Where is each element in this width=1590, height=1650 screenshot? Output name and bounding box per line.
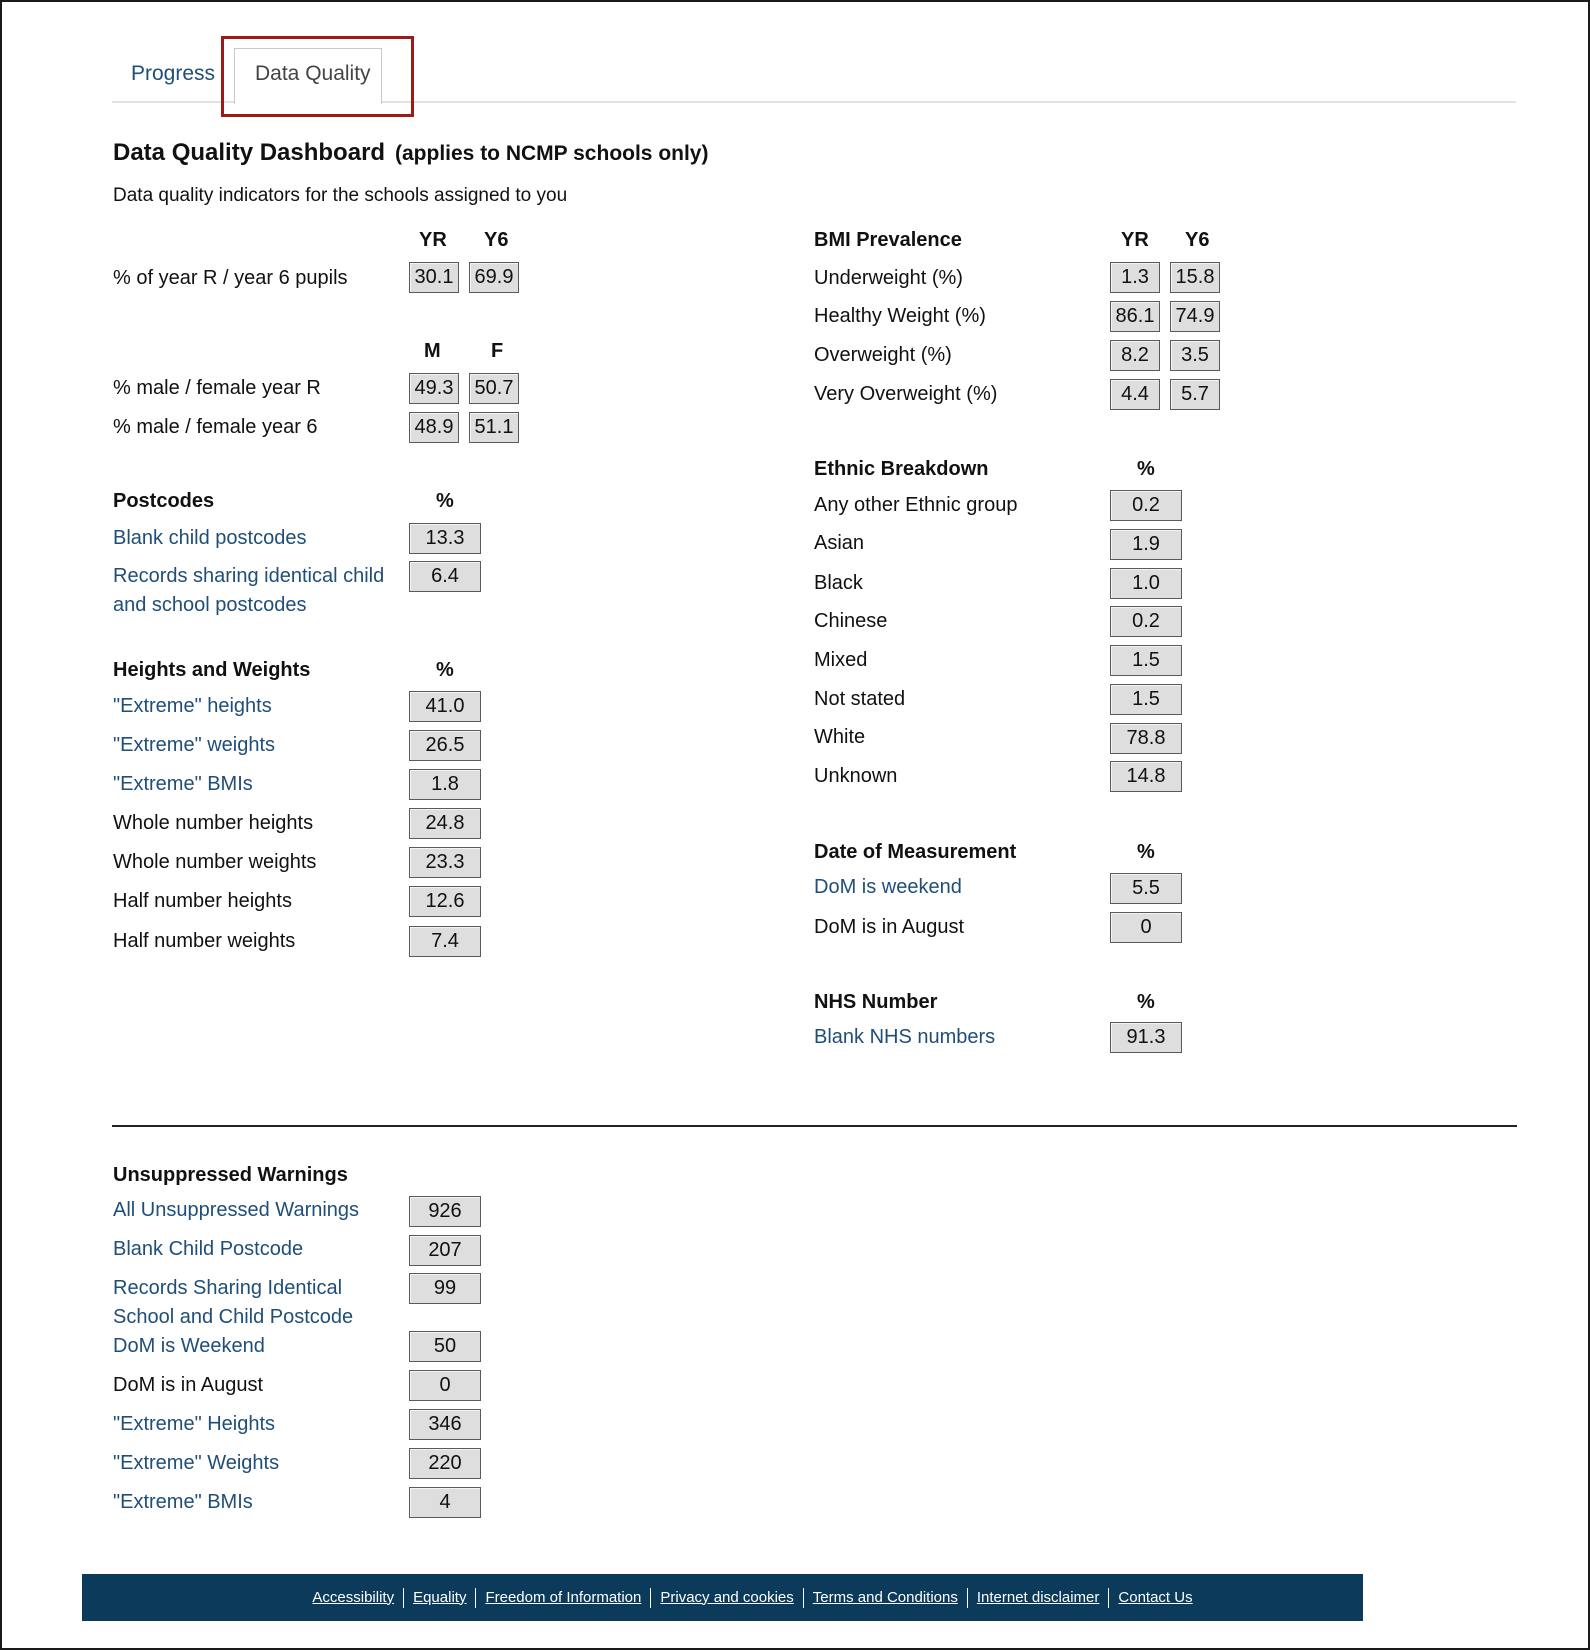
footer-link-accessibility[interactable]: Accessibility bbox=[312, 1588, 395, 1606]
extreme-weights-value: 26.5 bbox=[409, 730, 481, 761]
bmi-underweight-label: Underweight (%) bbox=[814, 267, 963, 289]
gender-yr-m-value: 49.3 bbox=[409, 373, 459, 404]
half-number-weights-value: 7.4 bbox=[409, 926, 481, 957]
ethnic-row-label: Mixed bbox=[814, 649, 868, 671]
half-number-weights-label: Half number weights bbox=[113, 930, 296, 952]
dom-august-label: DoM is in August bbox=[814, 916, 965, 938]
bmi-very-overweight-yr-value: 4.4 bbox=[1110, 379, 1160, 410]
col-header-f: F bbox=[491, 340, 504, 362]
bmi-overweight-label: Overweight (%) bbox=[814, 344, 952, 366]
bmi-healthy-yr-value: 86.1 bbox=[1110, 301, 1160, 332]
extreme-bmis-link[interactable]: "Extreme" BMIs bbox=[113, 773, 253, 795]
warning-all-link[interactable]: All Unsuppressed Warnings bbox=[113, 1199, 360, 1221]
dom-weekend-value: 5.5 bbox=[1110, 873, 1182, 904]
ethnic-row-label: Unknown bbox=[814, 765, 898, 787]
gender-row-label: % male / female year 6 bbox=[113, 416, 318, 438]
col-header-yr: YR bbox=[419, 229, 447, 251]
page-subtitle: (applies to NCMP schools only) bbox=[395, 142, 709, 165]
whole-number-weights-value: 23.3 bbox=[409, 847, 481, 878]
ethnic-row-value: 1.9 bbox=[1110, 529, 1182, 560]
ethnic-row-value: 0.2 bbox=[1110, 490, 1182, 521]
blank-child-postcodes-link[interactable]: Blank child postcodes bbox=[113, 527, 307, 549]
footer-link-foi[interactable]: Freedom of Information bbox=[485, 1588, 642, 1606]
dom-heading: Date of Measurement bbox=[814, 841, 1017, 863]
extreme-heights-link[interactable]: "Extreme" heights bbox=[113, 695, 272, 717]
ethnic-row-value: 78.8 bbox=[1110, 723, 1182, 754]
footer-link-disclaimer[interactable]: Internet disclaimer bbox=[976, 1588, 1100, 1606]
blank-child-postcodes-value: 13.3 bbox=[409, 523, 481, 554]
page-title: Data Quality Dashboard bbox=[113, 139, 386, 166]
gender-yr-f-value: 50.7 bbox=[469, 373, 519, 404]
bmi-overweight-yr-value: 8.2 bbox=[1110, 340, 1160, 371]
extreme-heights-value: 41.0 bbox=[409, 691, 481, 722]
blank-nhs-numbers-link[interactable]: Blank NHS numbers bbox=[814, 1026, 996, 1048]
nhs-heading: NHS Number bbox=[814, 991, 938, 1013]
pupils-yr-value: 30.1 bbox=[409, 262, 459, 293]
heights-weights-heading: Heights and Weights bbox=[113, 659, 311, 681]
identical-postcodes-link-line2[interactable]: and school postcodes bbox=[113, 594, 307, 616]
warning-all-value: 926 bbox=[409, 1196, 481, 1227]
bmi-col-header-yr: YR bbox=[1121, 229, 1149, 251]
pupils-y6-value: 69.9 bbox=[469, 262, 519, 293]
dom-col-header: % bbox=[1137, 841, 1155, 863]
postcodes-col-header: % bbox=[436, 490, 454, 512]
ethnic-row-value: 1.5 bbox=[1110, 645, 1182, 676]
whole-number-heights-label: Whole number heights bbox=[113, 812, 314, 834]
ethnic-row-label: Any other Ethnic group bbox=[814, 494, 1018, 516]
whole-number-heights-value: 24.8 bbox=[409, 808, 481, 839]
dom-august-value: 0 bbox=[1110, 912, 1182, 943]
intro-text: Data quality indicators for the schools assigned to you bbox=[113, 185, 568, 206]
ethnic-heading: Ethnic Breakdown bbox=[814, 458, 989, 480]
dom-weekend-link[interactable]: DoM is weekend bbox=[814, 876, 962, 898]
blank-nhs-numbers-value: 91.3 bbox=[1110, 1022, 1182, 1053]
ethnic-row-label: Asian bbox=[814, 532, 865, 554]
warning-dom-weekend-value: 50 bbox=[409, 1331, 481, 1362]
ethnic-row-label: Chinese bbox=[814, 610, 888, 632]
ethnic-row-label: White bbox=[814, 726, 866, 748]
footer-link-terms[interactable]: Terms and Conditions bbox=[812, 1588, 958, 1606]
half-number-heights-label: Half number heights bbox=[113, 890, 292, 912]
ethnic-row-value: 1.0 bbox=[1110, 568, 1182, 599]
section-divider bbox=[112, 1125, 1517, 1127]
gender-row-label: % male / female year R bbox=[113, 377, 321, 399]
postcodes-heading: Postcodes bbox=[113, 490, 215, 512]
warning-extreme-heights-link[interactable]: "Extreme" Heights bbox=[113, 1413, 276, 1435]
identical-postcodes-link[interactable]: Records sharing identical child bbox=[113, 565, 385, 587]
warning-blank-postcode-link[interactable]: Blank Child Postcode bbox=[113, 1238, 304, 1260]
bmi-underweight-y6-value: 15.8 bbox=[1170, 262, 1220, 293]
whole-number-weights-label: Whole number weights bbox=[113, 851, 317, 873]
bmi-healthy-y6-value: 74.9 bbox=[1170, 301, 1220, 332]
active-tab-highlight bbox=[221, 36, 414, 117]
extreme-weights-link[interactable]: "Extreme" weights bbox=[113, 734, 276, 756]
ethnic-row-value: 14.8 bbox=[1110, 761, 1182, 792]
half-number-heights-value: 12.6 bbox=[409, 886, 481, 917]
ethnic-row-value: 0.2 bbox=[1110, 606, 1182, 637]
footer-link-privacy[interactable]: Privacy and cookies bbox=[660, 1588, 794, 1606]
warning-dom-august-label: DoM is in August bbox=[113, 1374, 264, 1396]
bmi-very-overweight-label: Very Overweight (%) bbox=[814, 383, 998, 405]
warning-identical-postcode-link[interactable]: Records Sharing Identical bbox=[113, 1277, 343, 1299]
bmi-overweight-y6-value: 3.5 bbox=[1170, 340, 1220, 371]
col-header-m: M bbox=[424, 340, 441, 362]
bmi-healthy-label: Healthy Weight (%) bbox=[814, 305, 986, 327]
warning-extreme-bmis-link[interactable]: "Extreme" BMIs bbox=[113, 1491, 253, 1513]
extreme-bmis-value: 1.8 bbox=[409, 769, 481, 800]
warning-extreme-heights-value: 346 bbox=[409, 1409, 481, 1440]
nhs-col-header: % bbox=[1137, 991, 1155, 1013]
bmi-underweight-yr-value: 1.3 bbox=[1110, 262, 1160, 293]
bmi-very-overweight-y6-value: 5.7 bbox=[1170, 379, 1220, 410]
tab-progress[interactable]: Progress bbox=[131, 62, 216, 85]
warning-blank-postcode-value: 207 bbox=[409, 1235, 481, 1266]
warning-extreme-bmis-value: 4 bbox=[409, 1487, 481, 1518]
warning-identical-postcode-link-line2[interactable]: School and Child Postcode bbox=[113, 1306, 354, 1328]
bmi-col-header-y6: Y6 bbox=[1185, 229, 1210, 251]
pupils-label: % of year R / year 6 pupils bbox=[113, 267, 348, 289]
gender-y6-f-value: 51.1 bbox=[469, 412, 519, 443]
warning-identical-postcode-value: 99 bbox=[409, 1273, 481, 1304]
ethnic-row-label: Black bbox=[814, 572, 863, 594]
footer bbox=[82, 1574, 1363, 1621]
warnings-heading: Unsuppressed Warnings bbox=[113, 1164, 348, 1186]
warning-dom-august-value: 0 bbox=[409, 1370, 481, 1401]
heights-weights-col-header: % bbox=[436, 659, 454, 681]
warning-extreme-weights-value: 220 bbox=[409, 1448, 481, 1479]
gender-y6-m-value: 48.9 bbox=[409, 412, 459, 443]
footer-link-equality[interactable]: Equality bbox=[413, 1588, 467, 1606]
warning-dom-weekend-link[interactable]: DoM is Weekend bbox=[113, 1335, 265, 1357]
ethnic-col-header: % bbox=[1137, 458, 1155, 480]
ethnic-row-value: 1.5 bbox=[1110, 684, 1182, 715]
col-header-y6: Y6 bbox=[484, 229, 509, 251]
ethnic-row-label: Not stated bbox=[814, 688, 906, 710]
warning-extreme-weights-link[interactable]: "Extreme" Weights bbox=[113, 1452, 280, 1474]
tab-data-quality-label: Data Quality bbox=[255, 62, 371, 85]
identical-postcodes-value: 6.4 bbox=[409, 561, 481, 592]
footer-links bbox=[82, 1574, 1363, 1621]
footer-link-contact[interactable]: Contact Us bbox=[1118, 1588, 1193, 1606]
bmi-heading: BMI Prevalence bbox=[814, 229, 962, 251]
